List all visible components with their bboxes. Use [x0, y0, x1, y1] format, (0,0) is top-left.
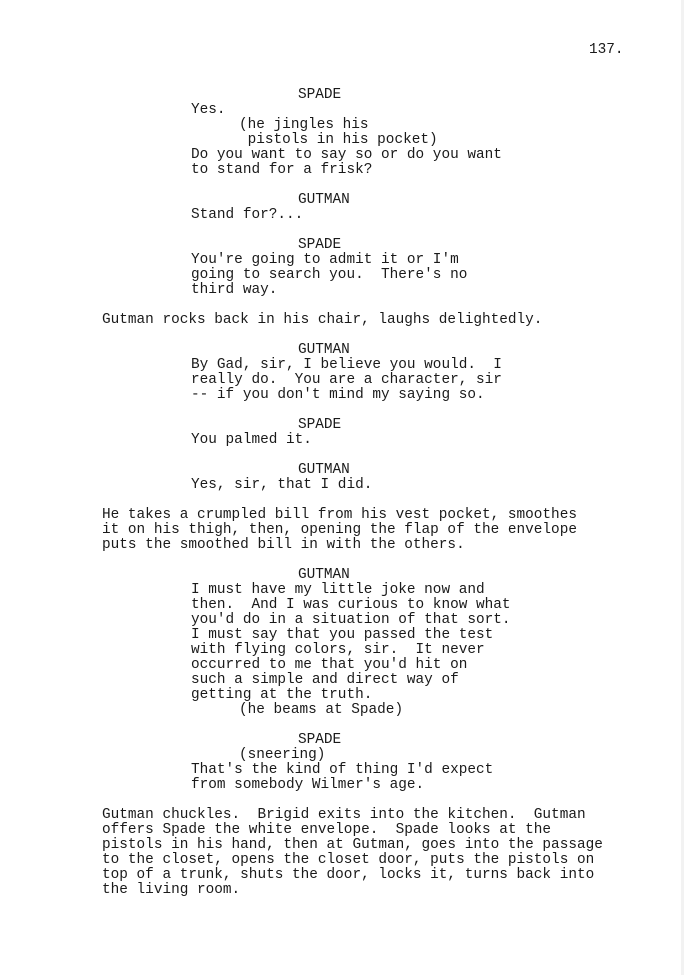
character-name: GUTMAN — [298, 462, 350, 478]
dialogue-line: I must say that you passed the test — [191, 627, 494, 643]
action-line: offers Spade the white envelope. Spade looks at the — [102, 822, 552, 838]
action-line: He takes a crumpled bill from his vest pocket, smoothes — [102, 507, 577, 523]
action-line: puts the smoothed bill in with the others. — [102, 537, 465, 553]
action-line: top of a trunk, shuts the door, locks it, turns back into — [102, 867, 595, 883]
dialogue-line: getting at the truth. — [191, 687, 373, 703]
dialogue-line: You're going to admit it or I'm — [191, 252, 459, 268]
character-name: GUTMAN — [298, 342, 350, 358]
action-line: Gutman rocks back in his chair, laughs delightedly. — [102, 312, 543, 328]
character-name: SPADE — [298, 237, 342, 253]
character-name: SPADE — [298, 417, 342, 433]
character-name: GUTMAN — [298, 567, 350, 583]
parenthetical-line: (he jingles his — [239, 117, 369, 133]
dialogue-line: You palmed it. — [191, 432, 312, 448]
page-number: 137. — [589, 42, 624, 58]
character-name: GUTMAN — [298, 192, 350, 208]
dialogue-line: occurred to me that you'd hit on — [191, 657, 468, 673]
dialogue-line: That's the kind of thing I'd expect — [191, 762, 494, 778]
parenthetical-line: (sneering) — [239, 747, 326, 763]
dialogue-line: from somebody Wilmer's age. — [191, 777, 425, 793]
dialogue-line: By Gad, sir, I believe you would. I — [191, 357, 502, 373]
dialogue-line: I must have my little joke now and — [191, 582, 485, 598]
dialogue-line: going to search you. There's no — [191, 267, 468, 283]
dialogue-line: third way. — [191, 282, 278, 298]
dialogue-line: Stand for?... — [191, 207, 304, 223]
dialogue-line: with flying colors, sir. It never — [191, 642, 485, 658]
dialogue-line: really do. You are a character, sir — [191, 372, 502, 388]
dialogue-line: Yes, sir, that I did. — [191, 477, 373, 493]
character-name: SPADE — [298, 87, 342, 103]
dialogue-line: you'd do in a situation of that sort. — [191, 612, 511, 628]
action-line: pistols in his hand, then at Gutman, goes into the passage — [102, 837, 603, 853]
dialogue-line: then. And I was curious to know what — [191, 597, 511, 613]
dialogue-line: to stand for a frisk? — [191, 162, 373, 178]
dialogue-line: -- if you don't mind my saying so. — [191, 387, 485, 403]
dialogue-line: Yes. — [191, 102, 226, 118]
action-line: it on his thigh, then, opening the flap of the envelope — [102, 522, 577, 538]
dialogue-line: Do you want to say so or do you want — [191, 147, 502, 163]
parenthetical-line: pistols in his pocket) — [239, 132, 438, 148]
action-line: the living room. — [102, 882, 241, 898]
dialogue-line: such a simple and direct way of — [191, 672, 459, 688]
action-line: to the closet, opens the closet door, puts the pistols on — [102, 852, 595, 868]
action-line: Gutman chuckles. Brigid exits into the kitchen. Gutman — [102, 807, 586, 823]
character-name: SPADE — [298, 732, 342, 748]
parenthetical-line: (he beams at Spade) — [239, 702, 404, 718]
